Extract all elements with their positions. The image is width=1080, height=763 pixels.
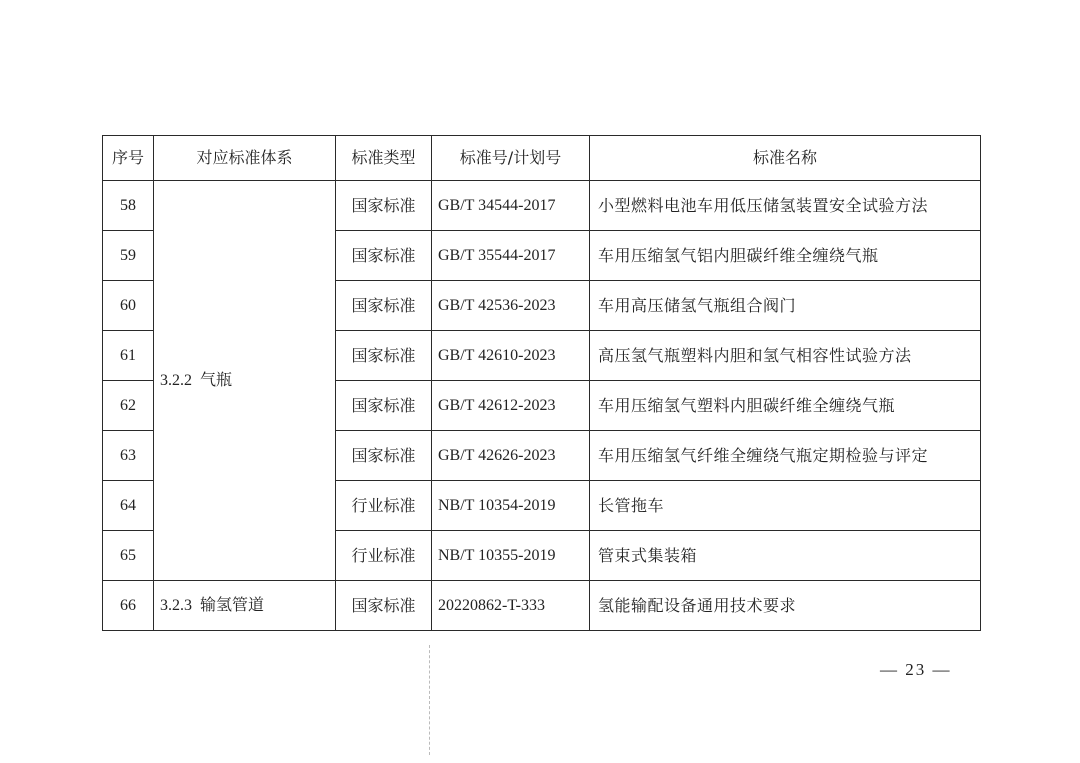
row-type: 国家标准 xyxy=(336,281,432,331)
group-number: 3.2.2 xyxy=(160,372,192,389)
standards-table xyxy=(102,135,981,631)
row-type: 行业标准 xyxy=(336,481,432,531)
row-seq: 65 xyxy=(103,531,154,581)
row-name: 长管拖车 xyxy=(590,481,981,531)
row-type: 国家标准 xyxy=(336,231,432,281)
row-type: 国家标准 xyxy=(336,431,432,481)
table-body xyxy=(103,181,981,631)
row-code: GB/T 42610-2023 xyxy=(432,331,590,381)
group-cell-pipeline xyxy=(154,581,336,631)
row-name: 车用压缩氢气铝内胆碳纤维全缠绕气瓶 xyxy=(590,231,981,281)
group-number: 3.2.3 xyxy=(160,597,192,614)
group-label: 输氢管道 xyxy=(200,595,265,614)
row-type: 国家标准 xyxy=(336,381,432,431)
table-row xyxy=(103,181,981,231)
table-row xyxy=(103,581,981,631)
row-type: 国家标准 xyxy=(336,181,432,231)
row-name: 小型燃料电池车用低压储氢装置安全试验方法 xyxy=(590,181,981,231)
header-seq: 序号 xyxy=(103,136,154,181)
header-type: 标准类型 xyxy=(336,136,432,181)
row-type: 国家标准 xyxy=(336,581,432,631)
row-code: NB/T 10355-2019 xyxy=(432,531,590,581)
page-number: — 23 — xyxy=(880,660,952,679)
row-code: NB/T 10354-2019 xyxy=(432,481,590,531)
row-type: 行业标准 xyxy=(336,531,432,581)
row-name: 氢能输配设备通用技术要求 xyxy=(590,581,981,631)
group-cell-cylinder xyxy=(154,181,336,581)
row-seq: 66 xyxy=(103,581,154,631)
row-code: GB/T 42626-2023 xyxy=(432,431,590,481)
binding-dashed-line xyxy=(429,645,430,755)
header-name: 标准名称 xyxy=(590,136,981,181)
row-name: 高压氢气瓶塑料内胆和氢气相容性试验方法 xyxy=(590,331,981,381)
row-seq: 59 xyxy=(103,231,154,281)
row-seq: 62 xyxy=(103,381,154,431)
row-code: GB/T 42536-2023 xyxy=(432,281,590,331)
header-row xyxy=(103,136,981,181)
header-code: 标准号/计划号 xyxy=(432,136,590,181)
row-seq: 63 xyxy=(103,431,154,481)
row-code: GB/T 42612-2023 xyxy=(432,381,590,431)
row-code: GB/T 34544-2017 xyxy=(432,181,590,231)
row-name: 车用压缩氢气塑料内胆碳纤维全缠绕气瓶 xyxy=(590,381,981,431)
row-name: 管束式集装箱 xyxy=(590,531,981,581)
row-type: 国家标准 xyxy=(336,331,432,381)
table-header xyxy=(103,136,981,181)
header-system: 对应标准体系 xyxy=(154,136,336,181)
row-seq: 64 xyxy=(103,481,154,531)
row-seq: 60 xyxy=(103,281,154,331)
row-name: 车用压缩氢气纤维全缠绕气瓶定期检验与评定 xyxy=(590,431,981,481)
row-seq: 61 xyxy=(103,331,154,381)
row-seq: 58 xyxy=(103,181,154,231)
row-code: 20220862-T-333 xyxy=(432,581,590,631)
group-label: 气瓶 xyxy=(200,370,233,389)
row-code: GB/T 35544-2017 xyxy=(432,231,590,281)
row-name: 车用高压储氢气瓶组合阀门 xyxy=(590,281,981,331)
